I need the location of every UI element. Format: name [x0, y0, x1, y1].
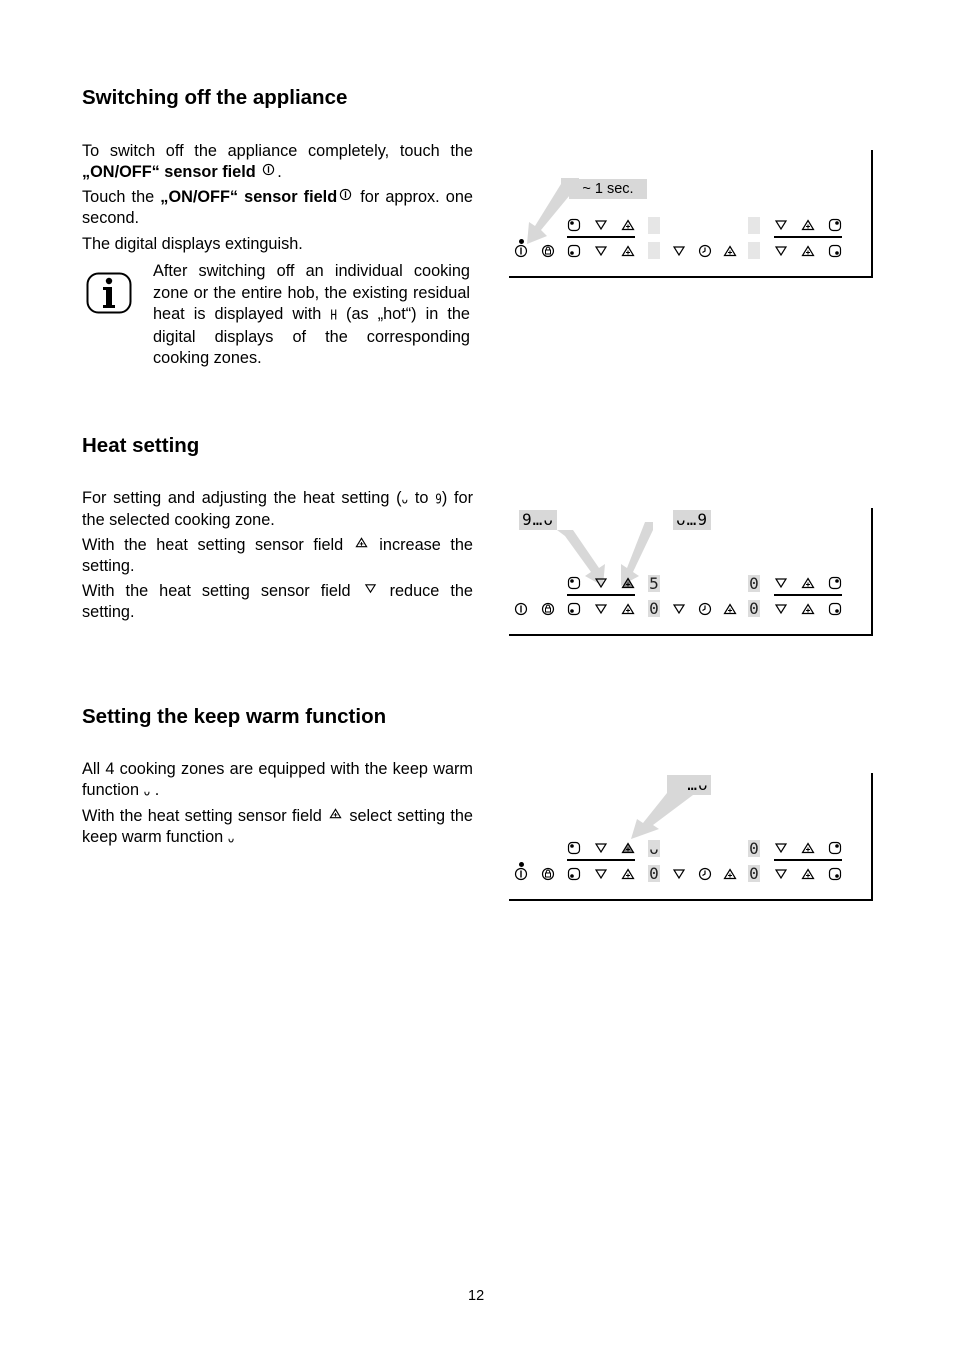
display-digit	[648, 242, 660, 259]
text: For setting and adjusting the heat setting (	[82, 489, 402, 507]
minus-icon[interactable]	[774, 841, 788, 855]
minus-icon[interactable]	[594, 841, 608, 855]
on-off-icon[interactable]	[514, 602, 528, 616]
section-title-heat-setting: Heat setting	[82, 434, 200, 457]
display-digit	[748, 217, 760, 234]
lock-icon[interactable]	[541, 602, 555, 616]
display-digit: 0	[649, 599, 659, 618]
display-digit: 0	[749, 574, 759, 593]
zone-underline	[567, 236, 635, 238]
minus-icon[interactable]	[594, 602, 608, 616]
plus-icon[interactable]	[801, 602, 815, 616]
zone-select-icon[interactable]	[567, 867, 581, 881]
keep-warm-symbol: ᴗ	[143, 783, 151, 800]
minus-icon[interactable]	[672, 244, 686, 258]
text: for approx. one second.	[82, 188, 473, 227]
display-digit: ᴗ	[649, 839, 659, 858]
text: With the heat setting sensor field	[82, 582, 351, 600]
panel-frame	[871, 150, 873, 278]
zone-select-icon[interactable]	[567, 576, 581, 590]
zone-underline	[774, 594, 842, 596]
display-digit: 0	[749, 864, 759, 883]
control-panel-keep-warm	[509, 773, 873, 901]
display-digit: 0	[649, 864, 659, 883]
on-off-icon[interactable]	[514, 244, 528, 258]
text: (as „hot“) in the digital displays of the corresponding cooking zones.	[153, 305, 470, 368]
panel-frame	[509, 634, 873, 636]
control-panel-heat-setting	[509, 508, 873, 636]
page-number: 12	[468, 1288, 485, 1304]
heat-range-callout-right: ᴗ…9	[673, 510, 711, 530]
paragraph-keep-warm-2	[82, 806, 473, 849]
zone-select-icon[interactable]	[828, 576, 842, 590]
plus-icon[interactable]	[621, 244, 635, 258]
heat-range-callout-left: 9…ᴗ	[519, 510, 557, 530]
minus-icon[interactable]	[774, 244, 788, 258]
plus-icon[interactable]	[723, 867, 737, 881]
text: With the heat setting sensor field	[82, 807, 322, 825]
text: ) for the selected cooking zone.	[82, 489, 473, 529]
zone-underline	[567, 859, 635, 861]
zone-select-icon[interactable]	[828, 867, 842, 881]
minus-icon[interactable]	[774, 602, 788, 616]
display-digit: 0	[749, 599, 759, 618]
plus-icon	[329, 806, 342, 821]
paragraph-heat-1	[82, 488, 473, 531]
duration-callout: ~ 1 sec.	[569, 179, 647, 199]
text: .	[154, 781, 160, 799]
paragraph-switch-off-2	[82, 187, 473, 229]
minus-icon[interactable]	[672, 867, 686, 881]
display-digit	[648, 217, 660, 234]
plus-icon[interactable]	[801, 867, 815, 881]
zone-select-icon[interactable]	[567, 602, 581, 616]
panel-frame	[871, 508, 873, 636]
zone-select-icon[interactable]	[567, 841, 581, 855]
timer-icon[interactable]	[698, 602, 712, 616]
paragraph-switch-off-1	[82, 141, 473, 183]
keep-warm-symbol: ᴗ	[227, 830, 235, 847]
text: to	[414, 489, 429, 507]
minus-icon	[364, 581, 377, 596]
text: With the heat setting sensor field	[82, 536, 344, 554]
lock-icon[interactable]	[541, 244, 555, 258]
minus-icon[interactable]	[594, 867, 608, 881]
plus-icon[interactable]	[621, 841, 635, 855]
paragraph-heat-2	[82, 535, 473, 577]
plus-icon[interactable]	[723, 602, 737, 616]
plus-icon[interactable]	[621, 576, 635, 590]
on-off-icon[interactable]	[514, 867, 528, 881]
zone-underline	[774, 859, 842, 861]
zone-select-icon[interactable]	[828, 602, 842, 616]
plus-icon[interactable]	[801, 218, 815, 232]
minus-icon[interactable]	[594, 244, 608, 258]
minus-icon[interactable]	[774, 218, 788, 232]
on-off-icon	[262, 162, 275, 177]
minus-icon[interactable]	[672, 602, 686, 616]
zone-underline	[774, 236, 842, 238]
bold-text: „ON/OFF“ sensor field	[160, 188, 338, 206]
display-digit: 5	[649, 574, 659, 593]
zone-select-icon[interactable]	[828, 244, 842, 258]
timer-icon[interactable]	[698, 867, 712, 881]
bold-text: „ON/OFF“ sensor field	[82, 163, 256, 181]
plus-icon[interactable]	[723, 244, 737, 258]
plus-icon[interactable]	[801, 576, 815, 590]
zone-underline	[567, 594, 635, 596]
paragraph-keep-warm-1	[82, 759, 473, 802]
panel-frame	[871, 773, 873, 901]
text: All 4 cooking zones are equipped with the keep warm function	[82, 760, 473, 799]
paragraph-switch-off-3: The digital displays extinguish.	[82, 235, 303, 253]
plus-icon	[355, 535, 368, 550]
keep-warm-callout: …ᴗ	[685, 775, 711, 795]
plus-icon[interactable]	[621, 218, 635, 232]
plus-icon[interactable]	[621, 867, 635, 881]
zone-select-icon[interactable]	[828, 841, 842, 855]
section-title-switching-off: Switching off the appliance	[82, 86, 348, 109]
text: After switching off an individual cooking zone or the entire hob, the existing residual heat is displayed with	[153, 262, 470, 324]
plus-icon[interactable]	[801, 841, 815, 855]
minus-icon[interactable]	[594, 218, 608, 232]
zone-select-icon[interactable]	[567, 244, 581, 258]
lock-icon[interactable]	[541, 867, 555, 881]
panel-frame	[509, 276, 873, 278]
indicator-dot	[519, 862, 524, 867]
zone-select-icon[interactable]	[828, 218, 842, 232]
display-digit	[748, 242, 760, 259]
control-panel-off	[509, 150, 873, 278]
display-digit: 0	[749, 839, 759, 858]
timer-icon[interactable]	[698, 244, 712, 258]
section-title-keep-warm: Setting the keep warm function	[82, 705, 387, 728]
minus-icon[interactable]	[774, 576, 788, 590]
minus-icon[interactable]	[594, 576, 608, 590]
info-icon	[86, 272, 132, 314]
info-paragraph	[153, 261, 470, 370]
panel-frame	[509, 899, 873, 901]
text: To switch off the appliance completely, touch the	[82, 142, 473, 160]
text: increase the setting.	[82, 536, 473, 575]
residual-heat-symbol: H	[330, 307, 337, 324]
minus-icon[interactable]	[774, 867, 788, 881]
text: Touch the	[82, 188, 155, 206]
on-off-icon	[339, 187, 352, 202]
plus-icon[interactable]	[621, 602, 635, 616]
plus-icon[interactable]	[801, 244, 815, 258]
max-heat-symbol: 9	[435, 491, 442, 508]
text: select setting the keep warm function	[82, 807, 473, 846]
text: reduce the setting.	[82, 582, 473, 621]
keep-warm-symbol: ᴗ	[401, 491, 409, 508]
indicator-dot	[519, 239, 524, 244]
paragraph-heat-3	[82, 581, 473, 623]
zone-select-icon[interactable]	[567, 218, 581, 232]
text: .	[277, 163, 282, 181]
